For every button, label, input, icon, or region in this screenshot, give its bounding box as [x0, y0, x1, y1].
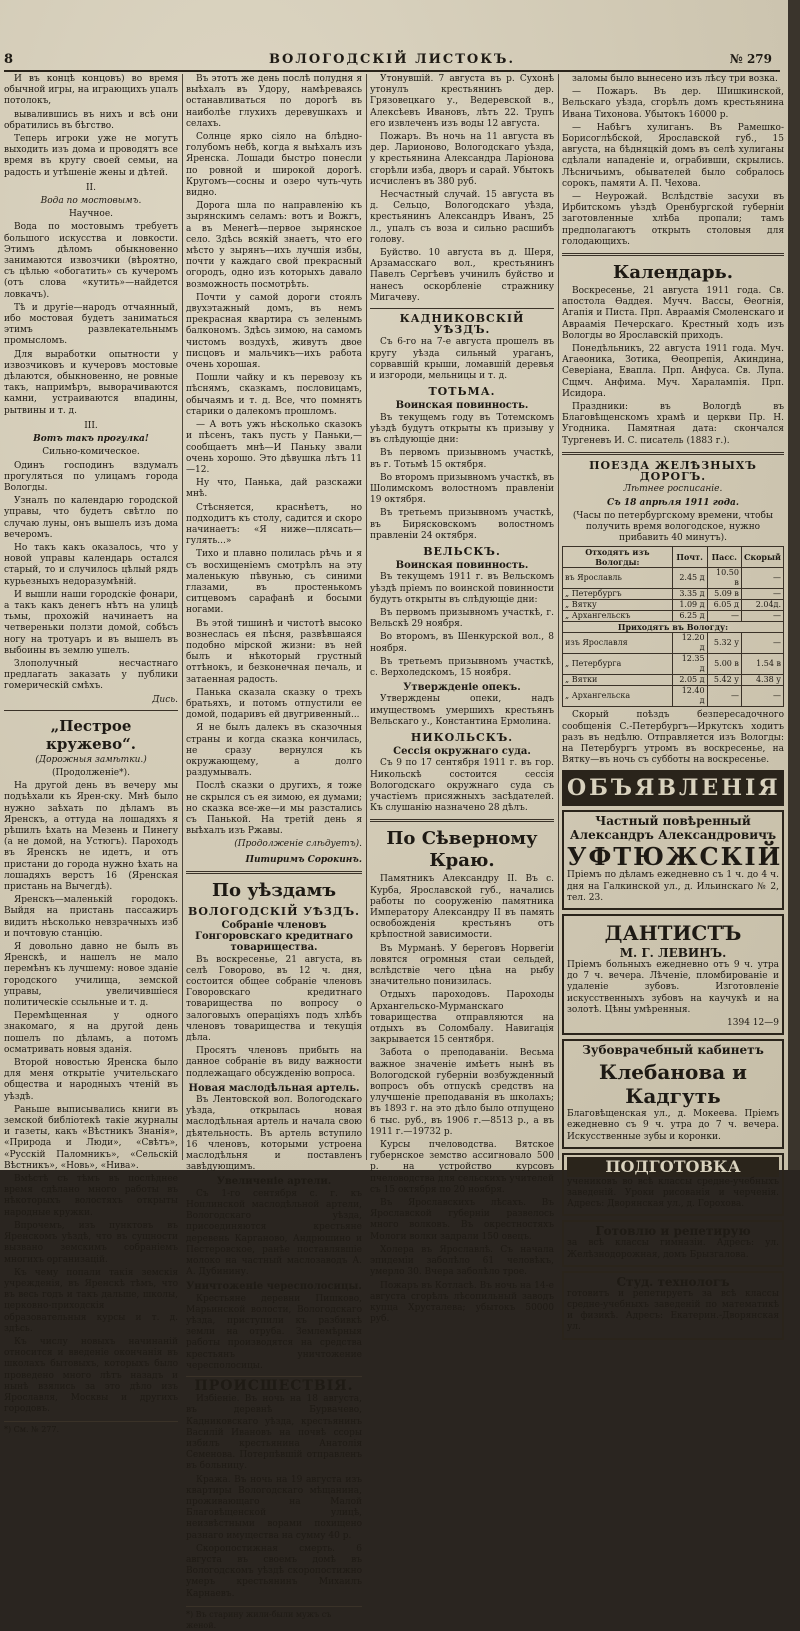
paragraph: Вода по мостовымъ требуетъ большого искусства и ловкости. Этимъ дѣломъ обыкновенно занимаются извозчики (вѣроятно, съ цѣлью «обогатить» съ кучеромъ (отъ слова «кутить»—найдется ловкачъ). — [4, 222, 178, 300]
ad-details: Пріемъ по дѣламъ ежедневно съ 1 ч. до 4 ч. дня на Галкинской ул., д. Ильинскаго № 2, тел. 23. — [567, 870, 779, 903]
paragraph: Стѣсняется, краснѣетъ, но подходитъ къ столу, садится и скоро начинаетъ: «Я ниже—плясать—гулять...» — [186, 502, 362, 547]
section-subtitle: Научное. — [68, 209, 114, 220]
section-body — [4, 461, 178, 693]
paragraph: Отдыхъ пароходовъ. Пароходы Архангельско-Мурманскаго товарищества отправляются на отдыхъ въ Соломбалу. Навигація закрывается 15 сентября. — [370, 990, 554, 1046]
paragraph: Перемѣщенная у одного знакомаго, я на другой день пошелъ по дѣламъ, а потомъ осматривать новыя зданія. — [4, 1011, 178, 1055]
paragraph: Къ числу новыхъ начинаній относится и введеніе окончанія въ школахъ бытовыхъ, которыхъ было проведено много лѣтъ назадъ и нынѣ взялись за это дѣло изъ Ярославля, Москвы и другихъ городовъ. — [4, 1336, 178, 1415]
timetable-cell: „ Вятки — [563, 675, 673, 686]
ad-name: Клебанова и Кадгуть — [599, 1060, 747, 1109]
paragraph: Съ 6-го на 7-е августа прошелъ въ кругу уѣзда сильный ураганъ, сорвавшій крыши, ломавшій деревья и изгороди, мельницы и т. д. — [370, 337, 554, 382]
paragraph: Воскресенье, 21 августа 1911 года. Св. апостола Ѳаддея. Мучч. Вассы, Ѳеогнія, Агапія и Писта. Прп. Авраамія Смоленскаго и Авраамія Печерскаго. Крестный ходъ изъ Вологды во Ярославскій приходъ. — [562, 286, 784, 341]
paragraph: Узналъ по календарю городской управы, что будетъ свѣтло по случаю луны, онъ вышелъ изъ дома вечеромъ. — [4, 496, 178, 540]
paragraph: Въ текущемъ году въ Тотемскомъ уѣздѣ будутъ открыты къ призыву у въ слѣдующіе дни: — [370, 412, 554, 446]
page-number: 8 — [4, 52, 14, 67]
paragraph: И въ концѣ концовъ) во время обычной игры, на играющихъ упалъ потолокъ, — [4, 74, 178, 107]
section-body — [4, 222, 178, 416]
ad-dentist — [562, 914, 784, 1035]
subsection-title: Собраніе членовъ Гонгоровскаго кредитнаго товарищества. — [195, 920, 353, 954]
paragraph: Впрочемъ, изъ пунктовъ въ Яренскомъ уѣздѣ, что въ сущности вызвано земскимъ собраніемъ многихъ организацій. — [4, 1220, 178, 1265]
paragraph: Въ воскресенье, 21 августа, въ селѣ Говорово, въ 12 ч. дня, состоится общее собраніе членовъ Говоровскаго кредитнаго товарищества по вопросу о залоговыхъ операціяхъ подъ хлѣбъ членовъ товарищества и текущія дѣла. — [186, 954, 362, 1044]
paragraph: Несчастный случай. 15 августа въ д. Сельцо, Вологодскаго уѣзда, крестьянинъ Александръ Иванъ, 25 л., упалъ съ воза и сильно расшибъ голову. — [370, 190, 554, 245]
timetable-header: Пасс. — [707, 547, 741, 568]
column-4 — [562, 74, 784, 1333]
calendar-title: Календарь. — [612, 262, 734, 284]
section-numeral: II. — [86, 182, 96, 193]
timetable-row — [563, 600, 784, 611]
timetable-cell: 10.50 в — [707, 568, 741, 589]
paragraph: Избіеніе. Въ ночь на 18 августа, въ деревнѣ Бурвачево, Кадниковскаго уѣзда, крестьянинъ Василій Ивановъ на почвѣ ссоры избилъ крестьянина Анатолія Семенова. Потерпѣвшій отправленъ въ больницу. — [186, 1394, 362, 1472]
timetable-cell: — — [741, 633, 783, 654]
timetable-cell: 5.42 у — [707, 675, 741, 686]
timetable-cell: 1.09 д — [672, 600, 707, 611]
train-note: (Часы по петербургскому времени, чтобы получить время вологодское, нужно прибавить 40 минутъ). — [572, 510, 774, 544]
paragraph: Скоропостижная смерть. 6 августа въ своемъ домѣ въ Вологодскомъ уѣздѣ скоропостижно умеръ крестьянинъ Михаилъ Карнаевъ. — [186, 1543, 362, 1599]
paragraph: Вмѣстѣ съ тѣмъ въ послѣднее время сдѣлано много работы въ нѣкоторыхъ волостяхъ открыты народные кружки. — [4, 1174, 178, 1218]
paragraph: вывалившись въ нихъ и всѣ они обратились въ бѣгство. — [4, 109, 178, 131]
district-subtitle: Утвержденіе опекъ. — [403, 682, 521, 694]
paragraph: Теперь игроки уже не могутъ выходить изъ дома и проводятъ все время въ кругу своей семьи, на радость и утѣшеніе жены и дѣтей. — [4, 134, 178, 178]
paragraph: Въ Лентовской вол. Вологодскаго уѣзда, открылась новая маслодѣльная артель и начала свою дѣятельность. Въ артель вступило 16 членовъ, которыми устроена маслодѣльня и поставленъ завѣдующимъ. — [186, 1095, 362, 1173]
paragraph: Къ чему попали такія земскія учрежденія, въ Яренскѣ тѣмъ, что въ весь годъ и такъ дальше, школы, церковно-приходскія образовательныя курсы и т. д. здѣсь. — [4, 1267, 178, 1334]
paragraph: — Пожаръ. Въ дер. Шишкинской, Вельскаго уѣзда, сгорѣлъ домъ крестьянина Ивана Тихонова. Убытокъ 16000 р. — [562, 87, 784, 120]
paragraph: И вышли наши городскіе фонари, а такъ какъ денегъ нѣтъ на улицѣ тьмы, прохожій начинаетъ на четвереньки ползти домой, собѣсъ ногу на тротуаръ и въ вышелъ въ выбоины въ землю ушелъ. — [4, 589, 178, 656]
timetable-cell: 5.32 у — [707, 633, 741, 654]
news-body — [370, 74, 554, 304]
timetable-cell: 6.25 д — [672, 611, 707, 622]
district-title: ТОТЬМА. — [428, 385, 496, 399]
signature: Дись. — [152, 694, 178, 705]
article-body — [186, 74, 362, 837]
incidents-body — [186, 1394, 362, 1600]
article-continuation: (Продолженіе*). — [52, 767, 130, 778]
paragraph: Утонувшій. 7 августа въ р. Сухонѣ утонулъ крестьянинъ дер. Грязовецкаго у., Ведеревской в., Алексѣевъ Ивановъ, лѣтъ 22. Трупъ его извлеченъ изъ воды 12 августа. — [370, 74, 554, 129]
timetable-cell: 2.04д. — [741, 600, 783, 611]
subsection-title: Новая маслодѣльная артель. — [188, 1082, 360, 1094]
timetable-header: Отходятъ изъ Вологды: — [563, 547, 673, 568]
paragraph: Злополучный несчастнаго предлагать заказать у публики гомерическій смѣхъ. — [4, 658, 178, 692]
timetable-row — [563, 589, 784, 600]
district-subtitle: Воинская повинность. — [395, 400, 529, 412]
timetable-cell: 6.05 д — [707, 600, 741, 611]
ad-title: ПОДГОТОВКА — [567, 1157, 779, 1177]
district-title: НИКОЛЬСКЪ. — [410, 730, 514, 744]
train-timetable — [562, 546, 784, 707]
timetable-cell: „ Петербургъ — [563, 589, 673, 600]
timetable-cell: „ Петербурга — [563, 654, 673, 675]
issue-number: № 279 — [729, 52, 772, 66]
news-body — [562, 74, 784, 248]
paragraph: Въ первомъ призывномъ участкѣ, г. Вельскѣ 29 ноября. — [370, 607, 554, 630]
subsection-body — [186, 1189, 362, 1279]
timetable-row — [563, 568, 784, 589]
paragraph: На другой день въ вечеру мы подъѣхали къ Ярен-ску. Мнѣ было нужно заѣхать по дѣламъ въ Яренскъ, а оттуда на лошадяхъ я рѣшилъ ѣхать на Мезень и Пинегу (а не домой, на Устюгъ). Пароходъ въ Яренскъ не идетъ, и отъ пристани до города нужно ѣхать на лошадяхъ верстъ 16 (Яренская пристань на Вычегдѣ). — [4, 781, 178, 892]
paragraph: — Набѣгъ хулиганъ. Въ Рамешко-Борисоглѣбской, Ярославской губ., 15 августа, на бѣдняцкій домъ въ селѣ хулиганы сдѣлали нападеніе и, ограбивши, скрылись. Лѣсничьимъ, обывателей было собралось сорокъ, памяти А. П. Чехова. — [562, 122, 784, 189]
article-subtitle: (Дорожныя замѣтки.) — [35, 754, 147, 765]
ad-line: Зубоврачебный кабинетъ — [582, 1043, 764, 1058]
article-body — [4, 781, 178, 1415]
paragraph: Я довольно давно не былъ въ Яренскѣ, и нашелъ не мало перемѣнъ къ лучшему: новое зданіе городского училища, земской управы, увеличившіеся политическіе ссыльные и т. д. — [4, 942, 178, 1009]
district-body — [370, 694, 554, 728]
footnote: *) Въ старину жили-были мужъ съ женой. — [186, 1606, 362, 1631]
page-header — [4, 50, 780, 72]
paragraph: Въ этотъ же день послѣ полудня я выѣхалъ въ Удору, намѣреваясь останавливаться по дорогѣ въ наиболѣе глухихъ деревушкахъ и селахъ. — [186, 74, 362, 129]
timetable-cell: 12.40 д — [672, 686, 707, 707]
timetable-cell: — — [741, 589, 783, 600]
subsection-body — [186, 955, 362, 1080]
column-rule — [366, 74, 367, 1160]
paragraph: Въ этой тишинѣ и чистотѣ высоко вознеслась ея пѣсня, развѣвшаяся подобно мірской жизни: въ ней былъ и нѣкоторый грустный оттѣнокъ, и безконечная печаль, и затаенная радость. — [186, 618, 362, 685]
paragraph: Пошли чайку и къ перевозу къ пѣснямъ, сказкамъ, пословицамъ, обычаямъ и т. д. Все, что помнятъ старики о далекомъ прошломъ. — [186, 373, 362, 417]
paragraph: Раньше выписывались книги въ земской библіотекѣ такіе журналы и газеты, какъ «Вѣстникъ Знанія», «Природа и Люди», «Свѣтъ», «Русскій Паломникъ», «Сельскій Вѣстникъ», «Новь», «Нива». — [4, 1104, 178, 1171]
paragraph: Почти у самой дороги стоялъ двухэтажный домъ, въ немъ прекрасная квартира съ зеленымъ балкономъ. Здѣсь зимою, на самомъ чистомъ воздухѣ, живутъ двое писцовъ и мальчикъ—ихъ работа очень хорошая. — [186, 292, 362, 371]
paragraph: Кража. Въ ночь на 19 августа изъ квартиры Вологодскаго мѣщанина, проживающаго на Малой Благовѣщенской улицѣ, неизвѣстными ворами похищено разнаго имущества на сумму 40 р. — [186, 1474, 362, 1541]
paragraph: Въ третьемъ призывномъ участкѣ, с. Верхоледскомъ, 15 ноября. — [370, 656, 554, 678]
ad-tutor — [562, 1220, 784, 1266]
paragraph: заломы было вынесено изъ лѣсу три возка. — [572, 74, 778, 84]
paragraph: Я не былъ далекъ въ сказочныя страны и когда сказка кончилась, не сразу вернулся къ окружающему, а долго раздумывалъ. — [186, 723, 362, 779]
paragraph: Одинъ господинъ вздумалъ прогуляться по улицамъ города Вологды. — [4, 460, 178, 493]
ad-details: Благовѣщенская ул., д. Мокеева. Пріемъ ежедневно съ 9 ч. утра до 7 ч. вечера. Искусственные зубы и коронки. — [567, 1109, 779, 1142]
column-3 — [370, 74, 554, 1325]
timetable-cell: 12.20 д — [672, 633, 707, 654]
paragraph: — Неурожай. Вслѣдствіе засухи въ Ирбитскомъ уѣздѣ Оренбургской губерніи заготовленные хлѣба пропали; тамъ предполагаютъ открыть столовыя для голодающихъ. — [562, 192, 784, 247]
district-title: ВЕЛЬСКЪ. — [423, 544, 501, 558]
paragraph: Второй новостью Яренска было для меня открытіе учительскаго общества и народныхъ чтеній въ уѣздѣ. — [4, 1058, 178, 1102]
divider — [186, 1376, 362, 1377]
paragraph: Во второмъ, въ Шенкурской вол., 8 ноября. — [370, 632, 554, 654]
paragraph: Съ 9 по 17 сентября 1911 г. въ гор. Никольскѣ состоится сессія Вологодскаго окружнаго суда съ участіемъ присяжныхъ засѣдателей. Къ слушанію назначено 28 дѣлъ. — [370, 758, 554, 814]
divider — [186, 871, 362, 874]
divider — [562, 253, 784, 256]
section-title: Вода по мостовымъ. — [40, 196, 142, 207]
timetable-row — [563, 654, 784, 675]
paragraph: Крестьяне деревни Пишково, Марьинской волости, Вологодскаго уѣзда, приступили къ разбивкѣ земли на отруба. Землемѣрныя работы производятся на средства крестьянъ уничтожение чересполосицы. — [186, 1293, 362, 1371]
timetable-cell: изъ Ярославля — [563, 633, 673, 654]
timetable-cell: 5.00 в — [707, 654, 741, 675]
ad-title: Студ. технологъ — [616, 1274, 730, 1289]
timetable-cell: „ Вятку — [563, 600, 673, 611]
paragraph: Панька сказала сказку о трехъ братьяхъ, и потомъ отпустили ее домой, подаривъ ей двугривенный... — [186, 687, 362, 721]
district-body — [370, 337, 554, 382]
ad-name: М. Г. ЛЕВИНЪ. — [619, 945, 727, 960]
section-title: Вотъ такъ прогулка! — [33, 434, 149, 445]
timetable-header: Почт. — [672, 547, 707, 568]
timetable-cell: 2.45 д — [672, 568, 707, 589]
paragraph: Пожаръ въ Котласѣ. Въ ночь на 14-е августа сгорѣлъ лѣсопильный заводъ купца Хрусталева; убытокъ 50000 руб. — [370, 1280, 554, 1325]
ad-line: Александръ Александровичъ — [569, 828, 777, 843]
paragraph: Пожаръ. Въ ночь на 11 августа въ дер. Ларионово, Вологодскаго уѣзда, у крестьянина Александра Ларіонова сгорѣли изба, дворъ и сарай. Убытокъ исчисленъ въ 380 руб. — [370, 132, 554, 187]
ad-details: Пріемъ больныхъ ежедневно отъ 9 ч. утра до 7 ч. вечера. Лѣченіе, пломбированіе и удаленіе зубовъ. Изготовленіе искусственныхъ зубовъ на каучукѣ и на золотѣ. Цѣны умѣренныя. — [567, 959, 779, 1015]
ad-line: Частный повѣренный — [595, 814, 751, 829]
paragraph: Тѣ и другіе—народъ отчаянный, ибо мостовая будетъ заниматься этимъ развлекательнымъ промысломъ. — [4, 302, 178, 347]
ad-lawyer — [562, 810, 784, 910]
calendar-body — [562, 286, 784, 447]
timetable-row — [563, 675, 784, 686]
column-rule — [558, 74, 559, 1160]
divider — [4, 710, 178, 711]
train-subtitle: Лѣтнее росписаніе. — [623, 484, 723, 495]
timetable-cell: 12.35 д — [672, 654, 707, 675]
timetable-row — [563, 611, 784, 622]
ad-code: 1394 12—9 — [727, 1017, 779, 1028]
paragraph: Солнце ярко сіяло на блѣдно-голубомъ небѣ, когда я выѣхалъ изъ Яренска. Лошади быстро понесли по ровной и широкой дорогѣ. Кругомъ—сосны и озеро чуть-чуть видно. — [186, 132, 362, 199]
timetable-cell: — — [741, 611, 783, 622]
paragraph: Дорога шла по направленію къ зырянскимъ селамъ: вотъ и Вожгъ, а въ Менегѣ—первое зырянское село. Здѣсь всякій знаетъ, что его мѣсто у зырянъ—ихъ лучшія избы, почти у каждаго свой прекрасный огородъ, одно изъ которыхъ давало возможность посмотрѣть. — [186, 201, 362, 290]
ads-title: ОБЪЯВЛЕНІЯ — [562, 770, 784, 806]
ad-details: учениковъ во всѣ классы средне-учебныхъ заведеній. Уроки рисованія и черченія. Адресъ: Дворянская ул., д. Горохова. — [567, 1176, 779, 1210]
divider — [370, 819, 554, 822]
ad-tutoring — [562, 1153, 784, 1217]
section-subtitle: Сильно-комическое. — [42, 447, 140, 458]
paragraph: Яренскъ—маленькій городокъ. Выйдя на пристань пассажиръ видитъ нѣсколько невзрачныхъ изб и почтовую станцію. — [4, 895, 178, 939]
district-title: КАДНИКОВСКІЙ УѢЗДЪ. — [399, 312, 525, 337]
ad-details: готовитъ и репетируетъ за всѣ классы средне-учебныхъ заведеній по математикѣ и физикѣ. Адресъ: Екатерин.-Дворянская ул. — [567, 1288, 779, 1333]
paragraph: Въ Мурманѣ. У береговъ Норвегіи ловятся огромныя стаи сельдей, вслѣдствіе чего цѣна на рыбу значительно понизилась. — [370, 943, 554, 988]
ad-details: за всѣ классы гимназіи. Адресъ: ул. Желѣзнодорожная, домъ Брызгалова. — [567, 1238, 779, 1260]
paragraph: Буйство. 10 августа въ д. Шеря, Арзамасскаго вол., крестьянинъ Павелъ Сергѣевъ учинилъ буйство и нанесъ оскорбленіе стражнику Мигачеву. — [370, 248, 554, 303]
timetable-cell: — — [741, 568, 783, 589]
paragraph: Въ Ярославскихъ лѣсахъ. Въ Ярославской губерніи развелось много волковъ. Въ окрестностяхъ Мологи волки задрали 150 овецъ. — [370, 1198, 554, 1242]
timetable-cell: 2.05 д — [672, 675, 707, 686]
continuation-note: (Продолженіе слѣдуетъ). — [234, 839, 362, 850]
column-rule — [182, 74, 183, 1160]
paragraph: Понедѣльникъ, 22 августа 1911 года. Муч. Агаѳоника, Зотика, Ѳеопрепія, Акиндина, Северіана, Евапла. Прп. Анфуса. Св. Лупа. Сщмч. Анфима. Муч. Харалампія. Прп. Исидора. — [562, 344, 784, 399]
timetable-cell: 5.09 в — [707, 589, 741, 600]
timetable-row — [563, 633, 784, 654]
train-footer: Скорый поѣздъ безпересадочного сообщенія С.-Петербургъ—Иркутскъ ходитъ разъ въ недѣлю. Отправляется изъ Вологды: на Петербургъ утромъ въ воскресенье, на Вятку—въ ночь съ субботы на воскресенье. — [562, 710, 784, 766]
arrivals — [563, 633, 784, 707]
section-numeral: III. — [84, 420, 98, 431]
paragraph: Холера въ Ярославлѣ. Съ начала эпидеміи заболѣло 61 человѣкъ, умерло 30. Вчера заболѣло трое. — [370, 1244, 554, 1278]
district-body — [370, 572, 554, 679]
timetable-cell: — — [707, 611, 741, 622]
paragraph: Въ текущемъ 1911 г. въ Вельскомъ уѣздѣ пріемъ по воинской повинности будутъ открыты въ слѣдующіе дни: — [370, 572, 554, 605]
timetable-cell: „ Архангельскъ — [563, 611, 673, 622]
paragraph: — А вотъ ужъ нѣсколько сказокъ и пѣсенъ, такъ пусть у Паньки,—сообщаетъ мнѣ—И Паньку звали очень хорошо. Это дѣвушка лѣтъ 11—12. — [186, 420, 362, 475]
paragraph: Ну что, Панька, дай разскажи мнѣ. — [186, 478, 362, 500]
district-subtitle: Сессія окружнаго суда. — [393, 746, 531, 758]
paragraph: Во второмъ призывномъ участкѣ, въ Шолимскомъ волостномъ правленіи 19 октября. — [370, 472, 554, 506]
ad-title: Готовлю и репетирую — [595, 1224, 751, 1239]
timetable-header: Скорый — [741, 547, 783, 568]
scan-edge — [788, 0, 800, 1170]
ad-student — [562, 1271, 784, 1340]
train-date: Съ 18 апрѣля 1911 года. — [607, 497, 739, 508]
section-title: По уѣздамъ — [211, 879, 337, 901]
timetable-cell: 3.35 д — [672, 589, 707, 600]
paragraph: Послѣ сказки о другихъ, я тоже не скрылся съ ея зимою, ея думами; но сказка все-же—и мы разстались съ Панькой. На третій день я выѣхалъ изъ Ржавы. — [186, 781, 362, 837]
divider — [370, 308, 554, 309]
arrivals-label: Приходятъ въ Вологду: — [563, 622, 784, 633]
divider — [562, 452, 784, 455]
paragraph: Забота о преподаваніи. Весьма важное значеніе имѣетъ нынѣ въ Вологодской губерніи возбужденный вопросъ объ отпускѣ средствъ на улучшеніе преподаванія въ школахъ; въ 1893 г. на это дѣло было отпущено 6 тыс. руб., въ 1906 г.—8513 р., а въ 1911 г.—19732 р. — [370, 1048, 554, 1137]
signature: Питиримъ Сорокинъ. — [245, 854, 362, 865]
ad-title: ДАНТИСТЪ — [604, 920, 742, 945]
timetable-cell: 4.38 у — [741, 675, 783, 686]
timetable-cell: — — [707, 686, 741, 707]
paragraph: Въ третьемъ призывномъ участкѣ, въ Бирясковскомъ волостномъ правленіи 24 октября. — [370, 508, 554, 541]
newspaper-title: ВОЛОГОДСКІЙ ЛИСТОКЪ. — [269, 52, 515, 67]
district-subtitle: Воинская повинность. — [395, 560, 529, 572]
paragraph: Курсы пчеловодства. Вятское губернское земство ассигновало 500 р. на устройство курсовъ пчеловодства для сельскихъ учителей съ 15 октября по 20 ноября. — [370, 1140, 554, 1195]
paragraph: Праздники: въ Вологдѣ въ Благовѣщенскомъ храмѣ и церкви Пр. Н. Угодника. Памятная дата: скончался Тургеневъ И. С. писатель (1883 г.). — [562, 402, 784, 446]
timetable-cell: „ Архангельска — [563, 686, 673, 707]
subsection-title: Уничтоженіе чересполосицы. — [186, 1281, 362, 1293]
article-title: „Пестрое кружево“. — [46, 716, 136, 753]
district-body — [370, 758, 554, 814]
paragraph: Памятникъ Александру II. Въ с. Курба, Ярославской губ., начались работы по сооруженію памятника Императору Александру II въ память освобожденія крестьянъ отъ крѣпостной зависимости. — [370, 874, 554, 941]
paragraph: Просятъ членовъ прибыть на данное собраніе въ виду важности подлежащаго обсужденію вопроса. — [186, 1046, 362, 1079]
district-title: ВОЛОГОДСКІЙ УѢЗДЪ. — [188, 904, 360, 918]
timetable-cell: въ Ярославль — [563, 568, 673, 589]
ad-dental-office — [562, 1039, 784, 1149]
train-title: ПОЕЗДА ЖЕЛѢЗНЫХЪ ДОРОГЪ. — [589, 458, 757, 484]
district-body — [370, 413, 554, 542]
timetable-cell: — — [741, 686, 783, 707]
footnote: *) См. № 277. — [4, 1421, 178, 1435]
subsection-body — [186, 1294, 362, 1372]
section-body — [370, 874, 554, 1325]
timetable-cell: 1.54 в — [741, 654, 783, 675]
incidents-title: ПРОИСШЕСТВІЯ. — [194, 1377, 354, 1394]
paragraph: Для выработки опытности у извозчиковъ и кучеровъ мостовые дѣлаются, обыкновенно, не ровные такъ, напримѣръ, выворачиваются камни, устраиваются впадины, рытвины и т. д. — [4, 349, 178, 416]
column-2 — [186, 74, 362, 1630]
paragraph: Но такъ какъ оказалось, что у новой управы календарь остался старый, то и случилось цѣлый рядъ курьезныхъ недоразумѣній. — [4, 542, 178, 587]
subsection-title: Увеличеніе артели. — [216, 1176, 332, 1188]
intro-block — [4, 74, 178, 179]
paragraph: Въ первомъ призывномъ участкѣ, въ г. Тотьмѣ 15 октября. — [370, 448, 554, 470]
section-title: По Сѣверному Краю. — [386, 828, 538, 872]
paragraph: Утверждены опеки, надъ имуществомъ умершихъ крестьянъ Вельскаго у., Константина Ермолина. — [370, 694, 554, 727]
timetable-row — [563, 686, 784, 707]
column-1 — [4, 74, 178, 1435]
subsection-body — [186, 1095, 362, 1173]
paragraph: Тихо и плавно полилась рѣчь и я съ восхищеніемъ смотрѣлъ на эту маленькую пѣвунью, съ синими глазами, въ простенькомъ ситцевомъ сарафанѣ и босыми ногами. — [186, 549, 362, 616]
paragraph: Съ 1-го сентября с. г. къ Ноплинской маслодѣльной артели, Вологодскаго уѣзда, присоединяются крестьяне деревень Карганово, Андрюшино и Пестеровское, ранѣе поставлявшіе молоко на частный маслозаводъ А. А. Дубинину. — [186, 1188, 362, 1278]
departures — [563, 568, 784, 622]
ad-name: УФТЮЖСКІЙ — [567, 842, 783, 872]
